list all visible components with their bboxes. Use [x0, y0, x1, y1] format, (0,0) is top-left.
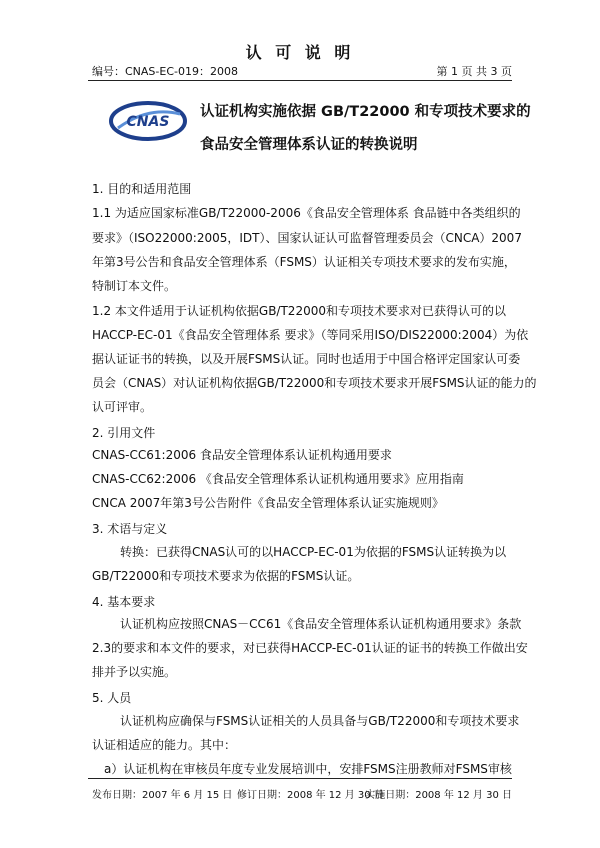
effective-date: 实施日期：2008 年 12 月 30 日	[365, 790, 512, 801]
section-4-text-line: 2.3的要求和本文件的要求，对已获得HACCP-EC-01认证的证书的转换工作做出安	[92, 641, 528, 655]
document-title-line-1: 认证机构实施依据 GB/T22000 和专项技术要求的	[200, 104, 531, 120]
section-5-heading: 5. 人员	[92, 691, 132, 705]
section-4-heading: 4. 基本要求	[92, 595, 156, 609]
section-4-text-line: 排并予以实施。	[92, 665, 177, 679]
section-3-text-line: GB/T22000和专项技术要求为依据的FSMS认证。	[92, 569, 360, 583]
reference-item: CNAS-CC62:2006 《食品安全管理体系认证机构通用要求》应用指南	[92, 472, 464, 486]
section-5-text-line: 认证机构应确保与FSMS认证相关的人员具备与GB/T22000和专项技术要求	[120, 714, 520, 728]
paragraph-1-1-line: 要求》（ISO22000:2005，IDT）、国家认证认可监督管理委员会（CNCA）2007	[92, 231, 522, 245]
paragraph-1-2-line: HACCP-EC-01《食品安全管理体系 要求》（等同采用ISO/DIS22000:2004）为依	[92, 328, 529, 342]
section-2-heading: 2. 引用文件	[92, 426, 156, 440]
revision-date: 修订日期：2008 年 12 月 30 日	[237, 790, 384, 801]
document-title-line-2: 食品安全管理体系认证的转换说明	[200, 137, 418, 153]
cnas-logo-icon	[108, 98, 188, 144]
header-divider	[88, 80, 512, 81]
paragraph-1-2-line: 据认证证书的转换，以及开展FSMS认证。同时也适用于中国合格评定国家认可委	[92, 352, 521, 366]
paragraph-1-1-line: 年第3号公告和食品安全管理体系（FSMS）认证相关专项技术要求的发布实施，	[92, 255, 516, 269]
reference-item: CNCA 2007年第3号公告附件《食品安全管理体系认证实施规则》	[92, 496, 444, 510]
section-5-text-line: 认证相适应的能力。其中：	[92, 738, 237, 752]
cnas-logo	[108, 98, 188, 144]
section-4-text-line: 认证机构应按照CNAS－CC61《食品安全管理体系认证机构通用要求》条款	[120, 617, 522, 631]
document-number: 编号：CNAS-EC-019：2008	[92, 65, 238, 78]
reference-item: CNAS-CC61:2006 食品安全管理体系认证机构通用要求	[92, 448, 392, 462]
section-3-heading: 3. 术语与定义	[92, 522, 168, 536]
section-3-text-line: 转换：已获得CNAS认可的以HACCP-EC-01为依据的FSMS认证转换为以	[120, 545, 507, 559]
page-indicator: 第 1 页 共 3 页	[436, 65, 512, 78]
issue-date: 发布日期：2007 年 6 月 15 日	[92, 790, 233, 801]
paragraph-1-2-line: 1.2 本文件适用于认证机构依据GB/T22000和专项技术要求对已获得认可的以	[92, 304, 506, 318]
logo-text: CNAS	[126, 114, 170, 130]
document-header-title: 认 可 说 明	[245, 43, 355, 62]
section-1-heading: 1. 目的和适用范围	[92, 182, 192, 196]
paragraph-1-2-line: 员会（CNAS）对认证机构依据GB/T22000和专项技术要求开展FSMS认证的能力的	[92, 376, 537, 390]
paragraph-1-1-line: 特制订本文件。	[92, 279, 177, 293]
paragraph-1-2-line: 认可评审。	[92, 400, 153, 414]
footer-divider	[88, 778, 512, 779]
section-5-text-line: a）认证机构在审核员年度专业发展培训中，安排FSMS注册教师对FSMS审核	[104, 762, 512, 776]
paragraph-1-1-line: 1.1 为适应国家标准GB/T22000-2006《食品安全管理体系 食品链中各类组织的	[92, 206, 521, 220]
